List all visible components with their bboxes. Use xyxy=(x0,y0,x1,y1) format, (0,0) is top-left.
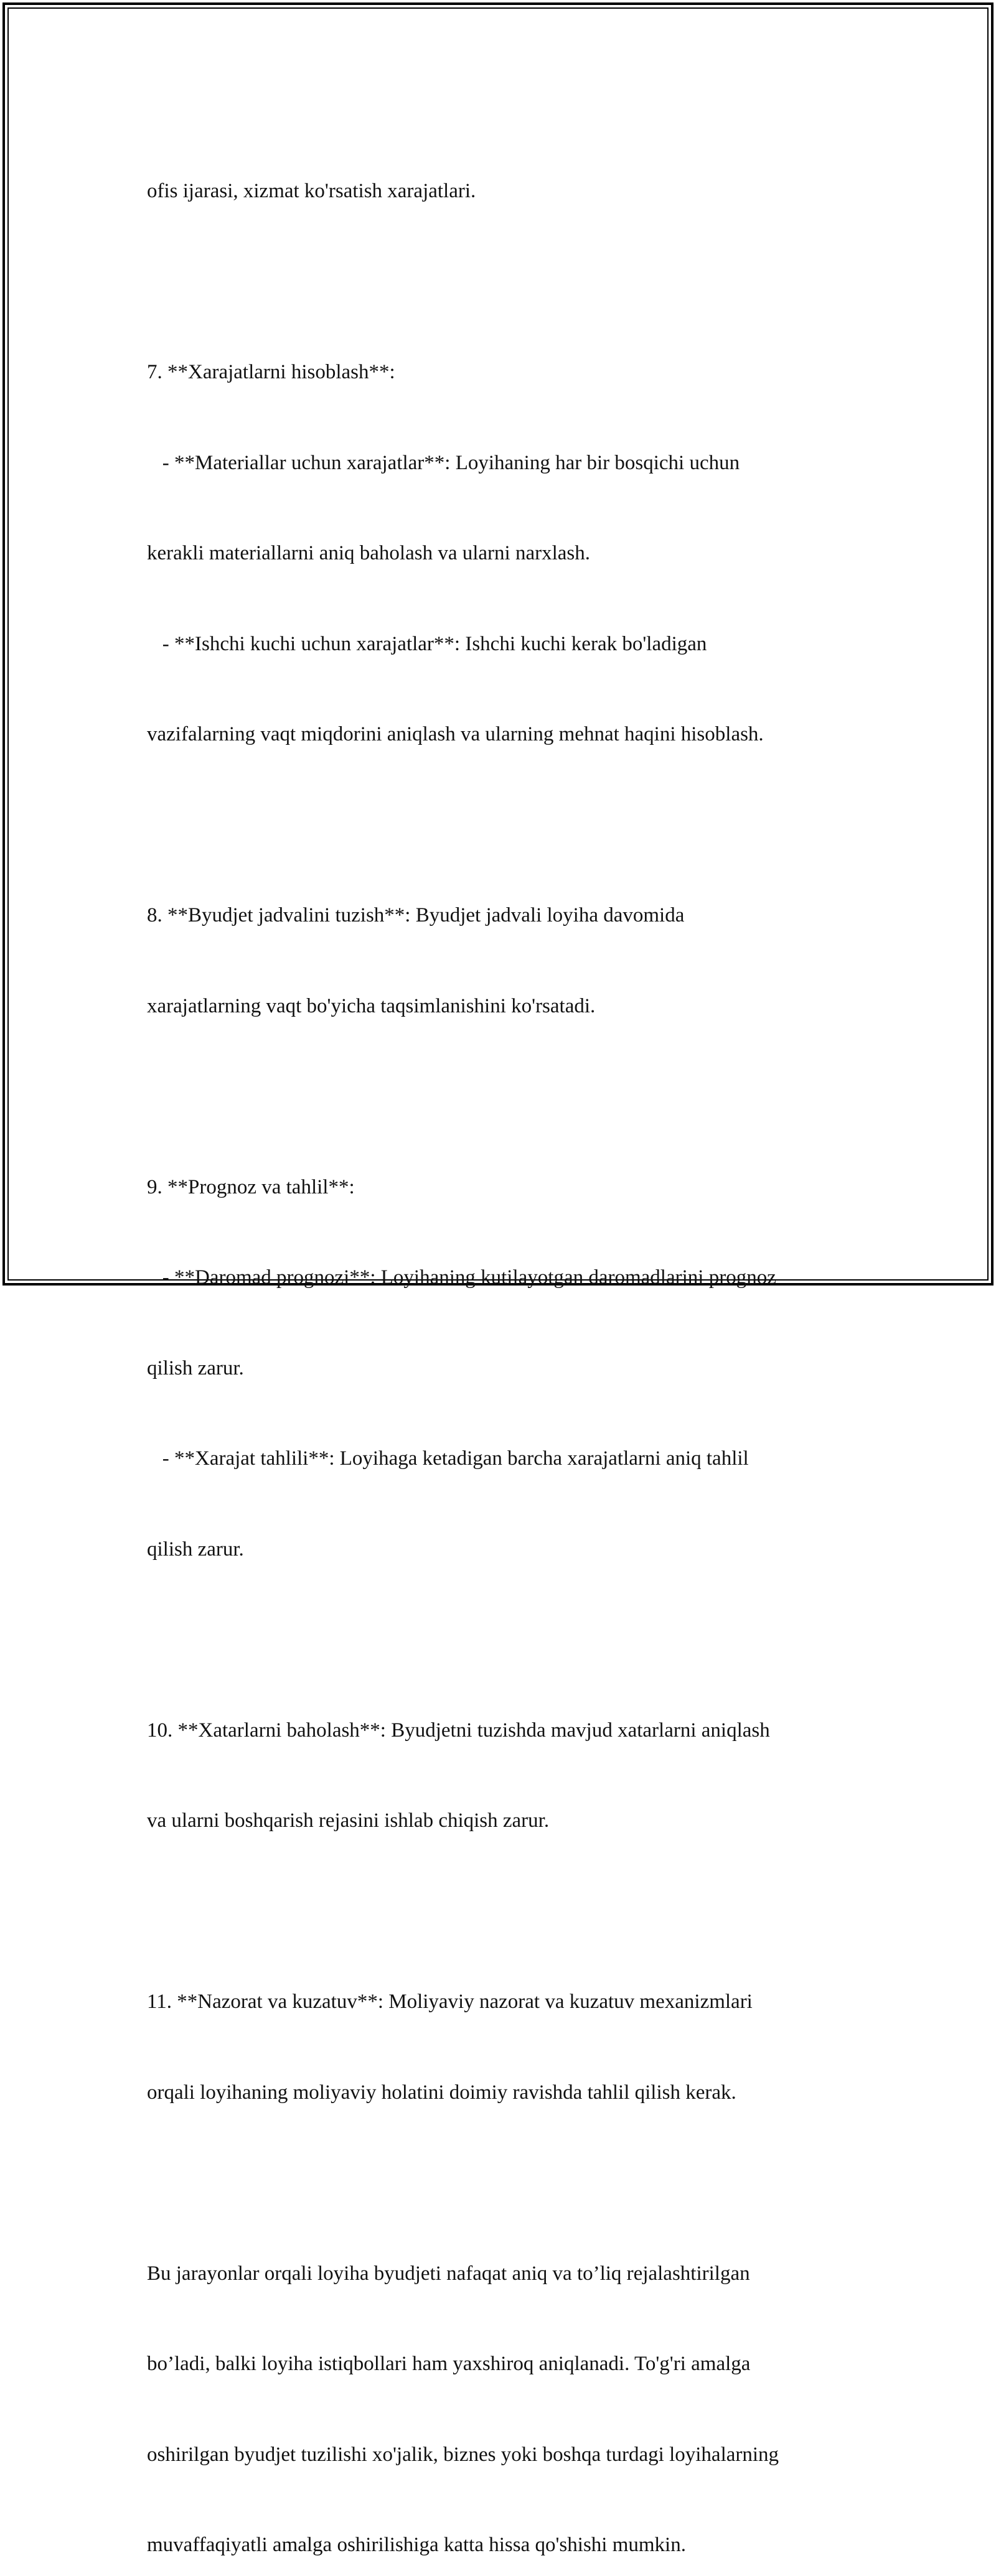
section-heading-11: 11. **Nazorat va kuzatuv**: Moliyaviy nazorat va kuzatuv mexanizmlari xyxy=(147,1990,753,2013)
section-heading-8: 8. **Byudjet jadvalini tuzish**: Byudjet jadvali loyiha davomida xyxy=(147,904,685,926)
section-heading-10: 10. **Xatarlarni baholash**: Byudjetni tuzishda mavjud xatarlarni aniqlash xyxy=(147,1719,770,1742)
blank-line xyxy=(147,1897,857,1927)
text-line: kerakli materiallarni aniq baholash va ularni narxlash. xyxy=(147,542,590,564)
text-line: qilish zarur. xyxy=(147,1356,244,1379)
text-line: qilish zarur. xyxy=(147,1538,244,1561)
text-line: orqali loyihaning moliyaviy holatini doimiy ravishda tahlil qilish kerak. xyxy=(147,2081,736,2104)
blank-line xyxy=(147,1081,857,1112)
text-line: - **Ishchi kuchi uchun xarajatlar**: Ishchi kuchi kerak bo'ladigan xyxy=(147,632,707,655)
document-body xyxy=(147,116,857,2576)
text-line: - **Materiallar uchun xarajatlar**: Loyihaning har bir bosqichi uchun xyxy=(147,451,740,474)
blank-line xyxy=(147,2168,857,2198)
section-heading-9: 9. **Prognoz va tahlil**: xyxy=(147,1175,355,1198)
section-heading-7: 7. **Xarajatlarni hisoblash**: xyxy=(147,361,395,383)
blank-line xyxy=(147,1625,857,1655)
conclusion-line: Bu jarayonlar orqali loyiha byudjeti nafaqat aniq va to’liq rejalashtirilgan xyxy=(147,2262,750,2285)
text-line: ofis ijarasi, xizmat ko'rsatish xarajatlari. xyxy=(147,180,476,202)
conclusion-line: oshirilgan byudjet tuzilishi xo'jalik, biznes yoki boshqa turdagi loyihalarning xyxy=(147,2443,779,2466)
text-line: xarajatlarning vaqt bo'yicha taqsimlanishini ko'rsatadi. xyxy=(147,994,596,1017)
text-line: vazifalarning vaqt miqdorini aniqlash va ularning mehnat haqini hisoblash. xyxy=(147,723,764,745)
text-line: - **Daromad prognozi**: Loyihaning kutilayotgan daromadlarini prognoz xyxy=(147,1266,776,1289)
text-line: - **Xarajat tahlili**: Loyihaga ketadigan barcha xarajatlarni aniq tahlil xyxy=(147,1447,749,1470)
text-line: va ularni boshqarish rejasini ishlab chiqish zarur. xyxy=(147,1809,550,1832)
conclusion-line: muvaffaqiyatli amalga oshirilishiga katta hissa qo'shishi mumkin. xyxy=(147,2534,686,2556)
blank-line xyxy=(147,810,857,841)
blank-line xyxy=(147,267,857,297)
conclusion-line: bo’ladi, balki loyiha istiqbollari ham yaxshiroq aniqlanadi. To'g'ri amalga xyxy=(147,2353,751,2375)
